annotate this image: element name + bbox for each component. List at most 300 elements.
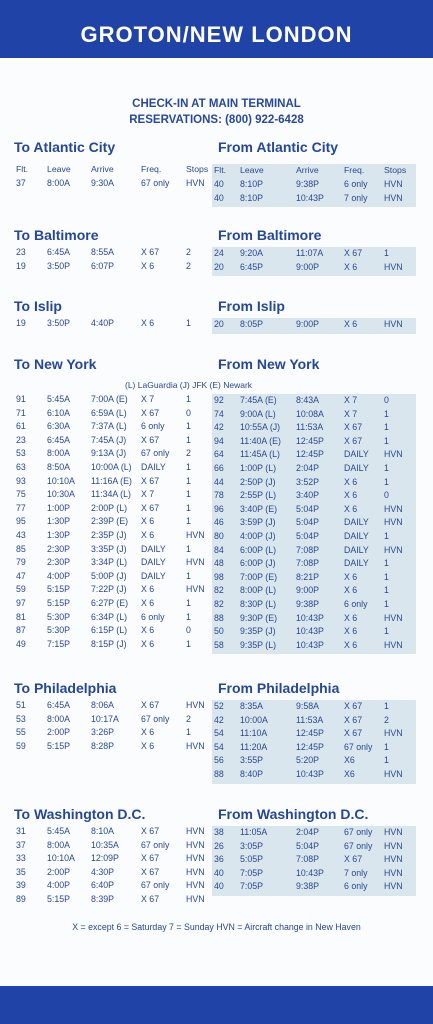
cell-freq: 6 only — [141, 421, 165, 432]
cell-stops: 1 — [186, 727, 191, 738]
table-row — [212, 613, 416, 627]
cell-freq: X 67 — [344, 248, 363, 258]
header-bar — [0, 0, 433, 58]
checkin-info — [0, 96, 433, 128]
cell-arrive: 9:00P — [296, 585, 319, 596]
table-row — [212, 477, 416, 491]
cell-stops: HVN — [384, 517, 403, 528]
header-freq: Freq. — [141, 164, 162, 174]
cell-flt: 54 — [214, 741, 224, 752]
table-row — [212, 640, 416, 654]
cell-stops: HVN — [186, 866, 205, 877]
cell-freq: X 6 — [141, 260, 155, 271]
table-row — [212, 841, 416, 855]
cell-leave: 8:00A — [47, 448, 70, 459]
cell-leave: 11:20A — [240, 741, 268, 752]
cell-flt: 74 — [214, 408, 224, 419]
table-row — [212, 827, 416, 841]
cell-stops: 1 — [384, 626, 389, 637]
table-row — [14, 421, 210, 435]
cell-freq: DAILY — [141, 570, 166, 581]
cell-flt: 19 — [16, 260, 26, 271]
cell-arrive: 9:38P — [296, 598, 319, 609]
cell-flt: 20 — [214, 319, 224, 329]
cell-flt: 91 — [16, 394, 26, 404]
cell-stops: 1 — [384, 476, 389, 487]
cell-arrive: 3:40P — [296, 490, 319, 501]
cell-arrive: 7:00A (E) — [91, 394, 128, 404]
cell-stops: 0 — [384, 490, 389, 501]
cell-flt: 89 — [16, 893, 26, 904]
cell-stops: 1 — [384, 571, 389, 582]
to-schedule-table — [14, 164, 210, 192]
cell-arrive: 5:04P — [296, 503, 319, 514]
cell-flt: 59 — [16, 584, 26, 595]
cell-arrive: 10:43P — [296, 612, 324, 623]
table-row — [212, 409, 416, 423]
cell-leave: 7:05P — [240, 867, 263, 878]
cell-freq: X 6 — [141, 318, 155, 328]
cell-arrive: 10:00A (L) — [91, 461, 132, 472]
cell-arrive: 10:43P — [296, 626, 324, 637]
table-row — [212, 599, 416, 613]
cell-flt: 51 — [16, 700, 26, 710]
table-row — [212, 490, 416, 504]
table-row — [14, 408, 210, 422]
cell-flt: 88 — [214, 768, 224, 779]
cell-arrive: 8:21P — [296, 571, 319, 582]
cell-flt: 81 — [16, 611, 26, 622]
cell-freq: X 67 — [141, 853, 160, 864]
cell-freq: DAILY — [141, 461, 166, 472]
cell-leave: 10:10A — [47, 475, 75, 486]
cell-stops: 1 — [186, 516, 191, 527]
cell-arrive: 12:45P — [296, 435, 324, 446]
cell-flt: 38 — [214, 827, 224, 837]
cell-freq: X 6 — [344, 490, 358, 501]
cell-leave: 5:15P — [47, 597, 70, 608]
cell-leave: 8:00A — [47, 839, 70, 850]
table-row — [212, 179, 416, 193]
table-row — [212, 248, 416, 262]
cell-leave: 10:30A — [47, 489, 75, 500]
cell-arrive: 12:45P — [296, 449, 324, 460]
cell-arrive: 4:40P — [91, 318, 114, 328]
cell-stops: 1 — [186, 318, 191, 328]
cell-freq: X 7 — [344, 408, 358, 419]
cell-freq: DAILY — [344, 544, 369, 555]
cell-leave: 8:35A — [240, 701, 263, 711]
cell-arrive: 4:30P — [91, 866, 114, 877]
cell-flt: 35 — [16, 866, 26, 877]
cell-leave: 6:45A — [47, 700, 70, 710]
cell-arrive: 3:34P (L) — [91, 557, 128, 568]
table-row — [14, 584, 210, 598]
cell-arrive: 5:04P — [296, 517, 319, 528]
cell-arrive: 9:38P — [296, 881, 319, 892]
cell-flt: 64 — [214, 449, 224, 460]
cell-stops: HVN — [186, 700, 205, 710]
cell-freq: X 7 — [141, 489, 155, 500]
header-flt: Flt. — [214, 165, 227, 175]
cell-freq: 67 only — [141, 880, 170, 891]
cell-stops: HVN — [186, 853, 205, 864]
cell-arrive: 5:04P — [296, 840, 319, 851]
table-row — [14, 612, 210, 626]
table-row — [212, 755, 416, 769]
cell-stops: 1 — [186, 461, 191, 472]
cell-arrive: 3:35P (J) — [91, 543, 127, 554]
cell-arrive: 6:59A (L) — [91, 407, 127, 418]
cell-leave: 8:30P (L) — [240, 598, 277, 609]
cell-stops: 2 — [186, 260, 191, 271]
table-row — [14, 394, 210, 408]
table-row — [212, 701, 416, 715]
cell-arrive: 5:20P — [296, 755, 319, 766]
cell-flt: 37 — [16, 839, 26, 850]
table-row — [14, 571, 210, 585]
footer-bar — [0, 986, 433, 1024]
section-title-from: From New York — [218, 356, 320, 372]
cell-stops: 1 — [186, 434, 191, 445]
cell-arrive: 6:15P (L) — [91, 625, 128, 636]
cell-arrive: 10:43P — [296, 867, 324, 878]
cell-leave: 6:30A — [47, 421, 70, 432]
cell-leave: 9:20A — [240, 248, 263, 258]
cell-stops: HVN — [186, 740, 205, 751]
cell-leave: 1:00P — [47, 502, 70, 513]
cell-leave: 5:15P — [47, 584, 70, 595]
table-row — [14, 894, 210, 908]
table-row — [212, 585, 416, 599]
to-schedule-table — [14, 700, 210, 754]
table-row — [14, 448, 210, 462]
cell-stops: 1 — [186, 475, 191, 486]
cell-freq: DAILY — [344, 517, 369, 528]
cell-arrive: 2:04P — [296, 827, 319, 837]
cell-freq: 67 only — [344, 741, 373, 752]
table-row — [14, 489, 210, 503]
cell-leave: 11:40A (E) — [240, 435, 281, 446]
cell-arrive: 2:04P — [296, 462, 319, 473]
cell-stops: 2 — [384, 714, 389, 725]
cell-arrive: 7:08P — [296, 544, 319, 555]
table-row — [14, 625, 210, 639]
from-schedule-table — [212, 394, 416, 654]
cell-stops: 0 — [384, 395, 389, 405]
table-row — [14, 741, 210, 755]
to-schedule-table — [14, 394, 210, 652]
table-row — [14, 261, 210, 275]
cell-freq: DAILY — [344, 462, 369, 473]
table-row — [212, 881, 416, 895]
cell-leave: 3:50P — [47, 318, 70, 328]
cell-leave: 5:45A — [47, 394, 70, 404]
header-leave: Leave — [47, 164, 71, 174]
cell-arrive: 12:45P — [296, 741, 324, 752]
cell-flt: 97 — [16, 597, 26, 608]
cell-arrive: 11:07A — [296, 248, 324, 258]
table-row — [212, 558, 416, 572]
table-row — [14, 476, 210, 490]
airport-legend: (L) LaGuardia (J) JFK (E) Newark — [125, 380, 253, 390]
cell-arrive: 8:55A — [91, 247, 114, 257]
cell-arrive: 8:28P — [91, 740, 114, 751]
cell-arrive: 9:00P — [296, 319, 319, 329]
cell-arrive: 10:35A — [91, 839, 119, 850]
cell-arrive: 8:15P (J) — [91, 638, 127, 649]
header-leave: Leave — [240, 165, 264, 175]
cell-stops: 1 — [384, 408, 389, 419]
cell-freq: X 6 — [344, 626, 358, 637]
cell-flt: 23 — [16, 247, 26, 257]
cell-freq: X 67 — [141, 434, 160, 445]
table-row — [14, 503, 210, 517]
cell-arrive: 8:06A — [91, 700, 114, 710]
cell-stops: HVN — [384, 768, 403, 779]
cell-stops: 0 — [186, 625, 191, 636]
table-row — [14, 557, 210, 571]
table-row — [14, 826, 210, 840]
table-row — [212, 728, 416, 742]
checkin-line: CHECK-IN AT MAIN TERMINAL — [132, 98, 301, 110]
cell-arrive: 6:07P — [91, 260, 114, 271]
cell-flt: 59 — [16, 740, 26, 751]
cell-freq: X 6 — [141, 584, 155, 595]
cell-arrive: 10:17A — [91, 713, 119, 724]
cell-freq: X 6 — [141, 529, 155, 540]
cell-flt: 47 — [16, 570, 26, 581]
cell-stops: 1 — [186, 611, 191, 622]
cell-freq: X 7 — [141, 394, 155, 404]
cell-flt: 84 — [214, 544, 224, 555]
cell-leave: 8:40P — [240, 768, 263, 779]
table-row — [212, 436, 416, 450]
cell-freq: 67 only — [141, 448, 170, 459]
cell-stops: 1 — [384, 422, 389, 433]
cell-stops: HVN — [384, 867, 403, 878]
cell-stops: 1 — [384, 701, 389, 711]
cell-flt: 40 — [214, 867, 224, 878]
cell-leave: 9:00A (L) — [240, 408, 276, 419]
header-freq: Freq. — [344, 165, 365, 175]
table-row — [14, 714, 210, 728]
from-schedule-table — [212, 164, 416, 207]
cell-stops: HVN — [186, 178, 205, 188]
cell-stops: 2 — [186, 713, 191, 724]
cell-flt: 23 — [16, 434, 26, 445]
cell-arrive: 9:38P — [296, 179, 319, 189]
cell-stops: HVN — [186, 529, 205, 540]
cell-leave: 4:00P — [47, 570, 70, 581]
cell-stops: HVN — [384, 192, 403, 203]
cell-stops: 1 — [186, 489, 191, 500]
cell-leave: 6:10A — [47, 407, 70, 418]
cell-freq: 7 only — [344, 192, 368, 203]
cell-stops: 2 — [186, 247, 191, 257]
cell-arrive: 9:00P — [296, 261, 319, 272]
cell-leave: 8:10P — [240, 192, 263, 203]
cell-flt: 52 — [214, 701, 224, 711]
cell-freq: DAILY — [141, 543, 166, 554]
cell-flt: 44 — [214, 476, 224, 487]
cell-flt: 61 — [16, 421, 26, 432]
cell-arrive: 5:04P — [296, 530, 319, 541]
section-title-to: To Atlantic City — [14, 139, 116, 155]
cell-stops: HVN — [384, 881, 403, 892]
header-stops: Stops — [384, 165, 407, 175]
cell-leave: 2:30P — [47, 543, 70, 554]
cell-arrive: 6:34P (L) — [91, 611, 128, 622]
cell-freq: X 67 — [141, 826, 160, 836]
cell-flt: 58 — [214, 639, 224, 650]
cell-flt: 78 — [214, 490, 224, 501]
cell-arrive: 8:43A — [296, 395, 319, 405]
section-title-to: To Baltimore — [14, 227, 99, 243]
header-stops: Stops — [186, 164, 209, 174]
section-title-to: To Islip — [14, 298, 62, 314]
cell-leave: 6:45P — [240, 261, 263, 272]
cell-leave: 7:15P — [47, 638, 70, 649]
section-title-to: To New York — [14, 356, 97, 372]
cell-freq: X 67 — [141, 247, 160, 257]
cell-flt: 54 — [214, 728, 224, 739]
cell-freq: X 6 — [141, 597, 155, 608]
cell-stops: 1 — [384, 248, 389, 258]
cell-freq: X 6 — [344, 612, 358, 623]
table-row — [14, 639, 210, 653]
cell-flt: 79 — [16, 557, 26, 568]
cell-leave: 1:00P (L) — [240, 462, 277, 473]
table-row — [212, 868, 416, 882]
cell-flt: 95 — [16, 516, 26, 527]
cell-freq: X 67 — [141, 475, 160, 486]
from-schedule-table — [212, 247, 416, 276]
cell-leave: 9:35P (J) — [240, 626, 276, 637]
header-arrive: Arrive — [296, 165, 319, 175]
cell-freq: 6 only — [141, 611, 165, 622]
cell-leave: 4:00P — [47, 880, 70, 891]
cell-freq: 67 only — [141, 713, 170, 724]
header-arrive: Arrive — [91, 164, 114, 174]
cell-stops: 1 — [384, 741, 389, 752]
cell-flt: 40 — [214, 881, 224, 892]
cell-leave: 5:30P — [47, 611, 70, 622]
table-row — [212, 395, 416, 409]
cell-stops: HVN — [384, 179, 403, 189]
table-row — [212, 422, 416, 436]
cell-freq: 6 only — [344, 598, 368, 609]
cell-freq: 67 only — [344, 840, 373, 851]
cell-leave: 5:05P — [240, 854, 263, 865]
table-row — [14, 462, 210, 476]
table-row — [212, 262, 416, 276]
cell-freq: X 6 — [344, 476, 358, 487]
cell-arrive: 2:00P (L) — [91, 502, 128, 513]
cell-leave: 11:10A — [240, 728, 268, 739]
cell-stops: HVN — [384, 840, 403, 851]
cell-arrive: 7:08P — [296, 558, 319, 569]
cell-flt: 20 — [214, 261, 224, 272]
table-row — [212, 319, 416, 333]
cell-leave: 10:00A — [240, 714, 268, 725]
cell-flt: 46 — [214, 517, 224, 528]
cell-freq: X 67 — [344, 714, 363, 725]
cell-stops: 1 — [186, 502, 191, 513]
cell-leave: 7:00P (E) — [240, 571, 278, 582]
table-row — [14, 530, 210, 544]
table-row — [14, 318, 210, 332]
cell-flt: 48 — [214, 558, 224, 569]
cell-arrive: 7:37A (L) — [91, 421, 127, 432]
section-title-from: From Baltimore — [218, 227, 322, 243]
cell-freq: 6 only — [344, 881, 368, 892]
table-row — [14, 247, 210, 261]
cell-freq: X 6 — [344, 571, 358, 582]
cell-flt: 26 — [214, 840, 224, 851]
cell-leave: 2:50P (J) — [240, 476, 276, 487]
cell-flt: 96 — [214, 503, 224, 514]
cell-leave: 3:50P — [47, 260, 70, 271]
cell-arrive: 10:08A — [296, 408, 324, 419]
cell-arrive: 12:45P — [296, 728, 324, 739]
cell-arrive: 10:43P — [296, 639, 324, 650]
cell-flt: 66 — [214, 462, 224, 473]
cell-freq: X 67 — [141, 502, 160, 513]
table-row — [212, 715, 416, 729]
cell-flt: 39 — [16, 880, 26, 891]
cell-flt: 42 — [214, 422, 224, 433]
cell-stops: 1 — [384, 755, 389, 766]
table-row — [212, 572, 416, 586]
cell-flt: 77 — [16, 502, 26, 513]
from-schedule-table — [212, 700, 416, 784]
cell-flt: 36 — [214, 854, 224, 865]
cell-freq: 67 only — [141, 839, 170, 850]
cell-flt: 40 — [214, 192, 224, 203]
cell-flt: 75 — [16, 489, 26, 500]
cell-stops: HVN — [384, 827, 403, 837]
cell-leave: 10:55A (J) — [240, 422, 281, 433]
cell-flt: 49 — [16, 638, 26, 649]
cell-leave: 4:00P (J) — [240, 530, 276, 541]
cell-stops: 1 — [186, 421, 191, 432]
cell-freq: X 6 — [344, 261, 358, 272]
cell-stops: 0 — [186, 407, 191, 418]
cell-freq: X 6 — [141, 625, 155, 636]
cell-freq: X 67 — [141, 866, 160, 877]
cell-freq: X 67 — [141, 407, 160, 418]
to-schedule-table — [14, 247, 210, 274]
cell-freq: X 67 — [344, 435, 363, 446]
cell-flt: 19 — [16, 318, 26, 328]
cell-arrive: 7:45A (J) — [91, 434, 127, 445]
cell-freq: 6 only — [344, 179, 368, 189]
table-row — [212, 854, 416, 868]
cell-arrive: 10:43P — [296, 192, 324, 203]
cell-arrive: 7:08P — [296, 854, 319, 865]
table-row — [14, 178, 210, 192]
cell-stops: 1 — [384, 558, 389, 569]
footnote: X = except 6 = Saturday 7 = Sunday HVN = Aircraft change in New Haven — [72, 922, 361, 932]
cell-arrive: 11:53A — [296, 422, 324, 433]
cell-flt: 98 — [214, 571, 224, 582]
cell-freq: X 6 — [344, 639, 358, 650]
cell-arrive: 11:34A (L) — [91, 489, 131, 500]
section-title-from: From Washington D.C. — [218, 806, 369, 822]
table-row — [14, 880, 210, 894]
cell-stops: HVN — [186, 584, 205, 595]
